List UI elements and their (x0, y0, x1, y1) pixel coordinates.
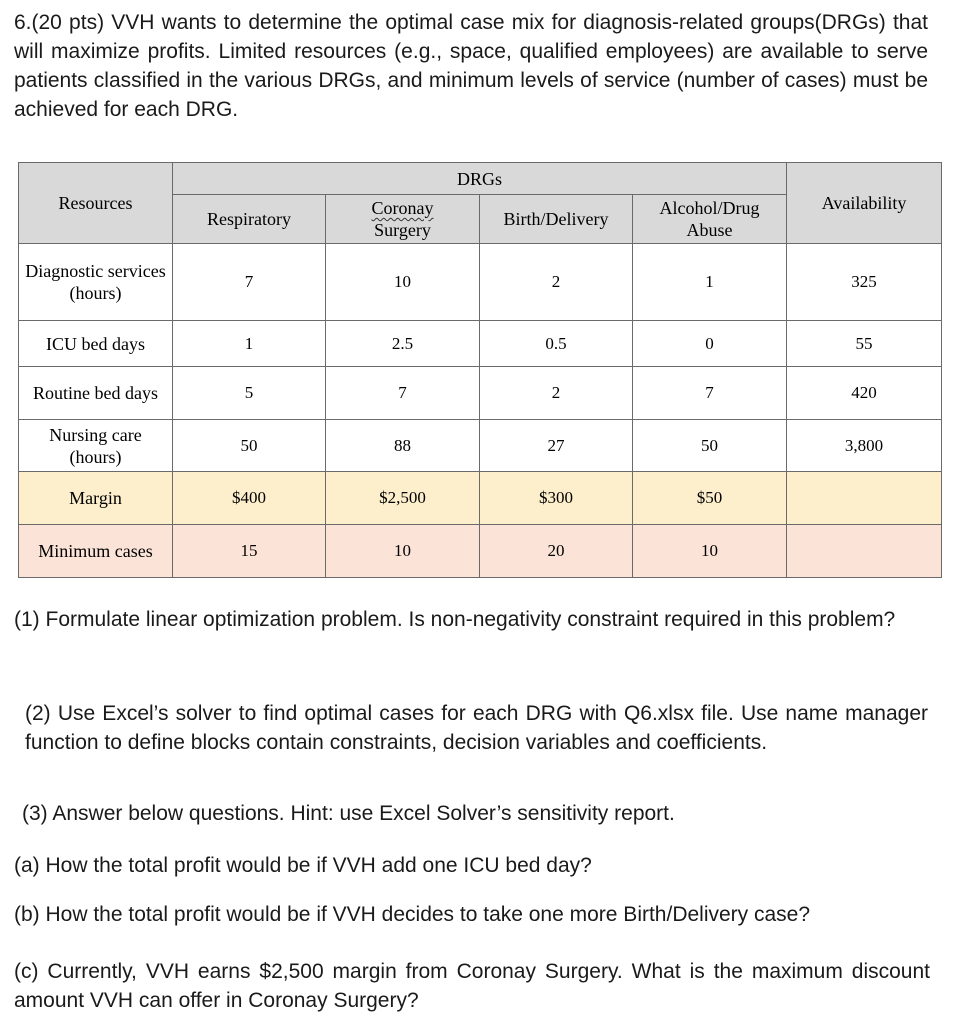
cell-availability: 325 (787, 244, 942, 321)
cell-value: 50 (173, 420, 326, 472)
cell-value: $50 (633, 472, 787, 525)
cell-value: 1 (173, 321, 326, 367)
row-label: Diagnostic services (hours) (19, 244, 173, 321)
cell-availability: 420 (787, 367, 942, 420)
row-label: Nursing care (hours) (19, 420, 173, 472)
cell-value: 10 (633, 525, 787, 578)
cell-value: 2 (480, 244, 633, 321)
question-1: (1) Formulate linear optimization problem. Is non-negativity constraint required in this problem? (14, 608, 896, 631)
cell-availability: 55 (787, 321, 942, 367)
cell-value: 10 (326, 525, 480, 578)
question-3b: (b) How the total profit would be if VVH decides to take one more Birth/Delivery case? (14, 903, 811, 926)
cell-value: 2.5 (326, 321, 480, 367)
cell-value: 15 (173, 525, 326, 578)
cell-value: 1 (633, 244, 787, 321)
cell-value: 7 (633, 367, 787, 420)
question-2: (2) Use Excel’s solver to find optimal cases for each DRG with Q6.xlsx file. Use name manager function to define blocks contain constraints, decision variables and coefficients. (25, 702, 928, 754)
cell-value: 88 (326, 420, 480, 472)
cell-value: 7 (326, 367, 480, 420)
drgs-header: DRGs (173, 163, 787, 195)
drg-resource-table (18, 162, 942, 578)
cell-value: 27 (480, 420, 633, 472)
col-coronay-surgery: Coronay Surgery (326, 195, 480, 244)
question-3: (3) Answer below questions. Hint: use Excel Solver’s sensitivity report. (22, 802, 675, 825)
cell-value: $300 (480, 472, 633, 525)
table-row (19, 321, 942, 367)
table-row (19, 420, 942, 472)
cell-value: 20 (480, 525, 633, 578)
cell-value: $2,500 (326, 472, 480, 525)
availability-header: Availability (787, 163, 942, 244)
cell-value: 2 (480, 367, 633, 420)
cell-value: $400 (173, 472, 326, 525)
question-3c: (c) Currently, VVH earns $2,500 margin from Coronay Surgery. What is the maximum discount amount VVH can offer in Coronay Surgery? (14, 960, 930, 1012)
cell-availability (787, 472, 942, 525)
cell-availability (787, 525, 942, 578)
col-birth-delivery: Birth/Delivery (480, 195, 633, 244)
row-label: Routine bed days (19, 367, 173, 420)
table-row (19, 367, 942, 420)
margin-row (19, 472, 942, 525)
problem-statement: 6.(20 pts) VVH wants to determine the optimal case mix for diagnosis-related groups(DRGs) that will maximize profits. Limited resources (e.g., space, qualified employees) are available to serve patients classified in the various DRGs, and minimum levels of service (number of cases) must be achieved for each DRG. (14, 11, 928, 121)
cell-value: 10 (326, 244, 480, 321)
cell-value: 50 (633, 420, 787, 472)
minimum-cases-row (19, 525, 942, 578)
question-3a: (a) How the total profit would be if VVH add one ICU bed day? (14, 854, 592, 877)
table-row (19, 244, 942, 321)
row-label: Margin (19, 472, 173, 525)
cell-value: 0 (633, 321, 787, 367)
cell-availability: 3,800 (787, 420, 942, 472)
col-alcohol-drug: Alcohol/Drug Abuse (633, 195, 787, 244)
row-label: ICU bed days (19, 321, 173, 367)
cell-value: 0.5 (480, 321, 633, 367)
resources-header: Resources (19, 163, 173, 244)
cell-value: 7 (173, 244, 326, 321)
cell-value: 5 (173, 367, 326, 420)
col-respiratory: Respiratory (173, 195, 326, 244)
row-label: Minimum cases (19, 525, 173, 578)
